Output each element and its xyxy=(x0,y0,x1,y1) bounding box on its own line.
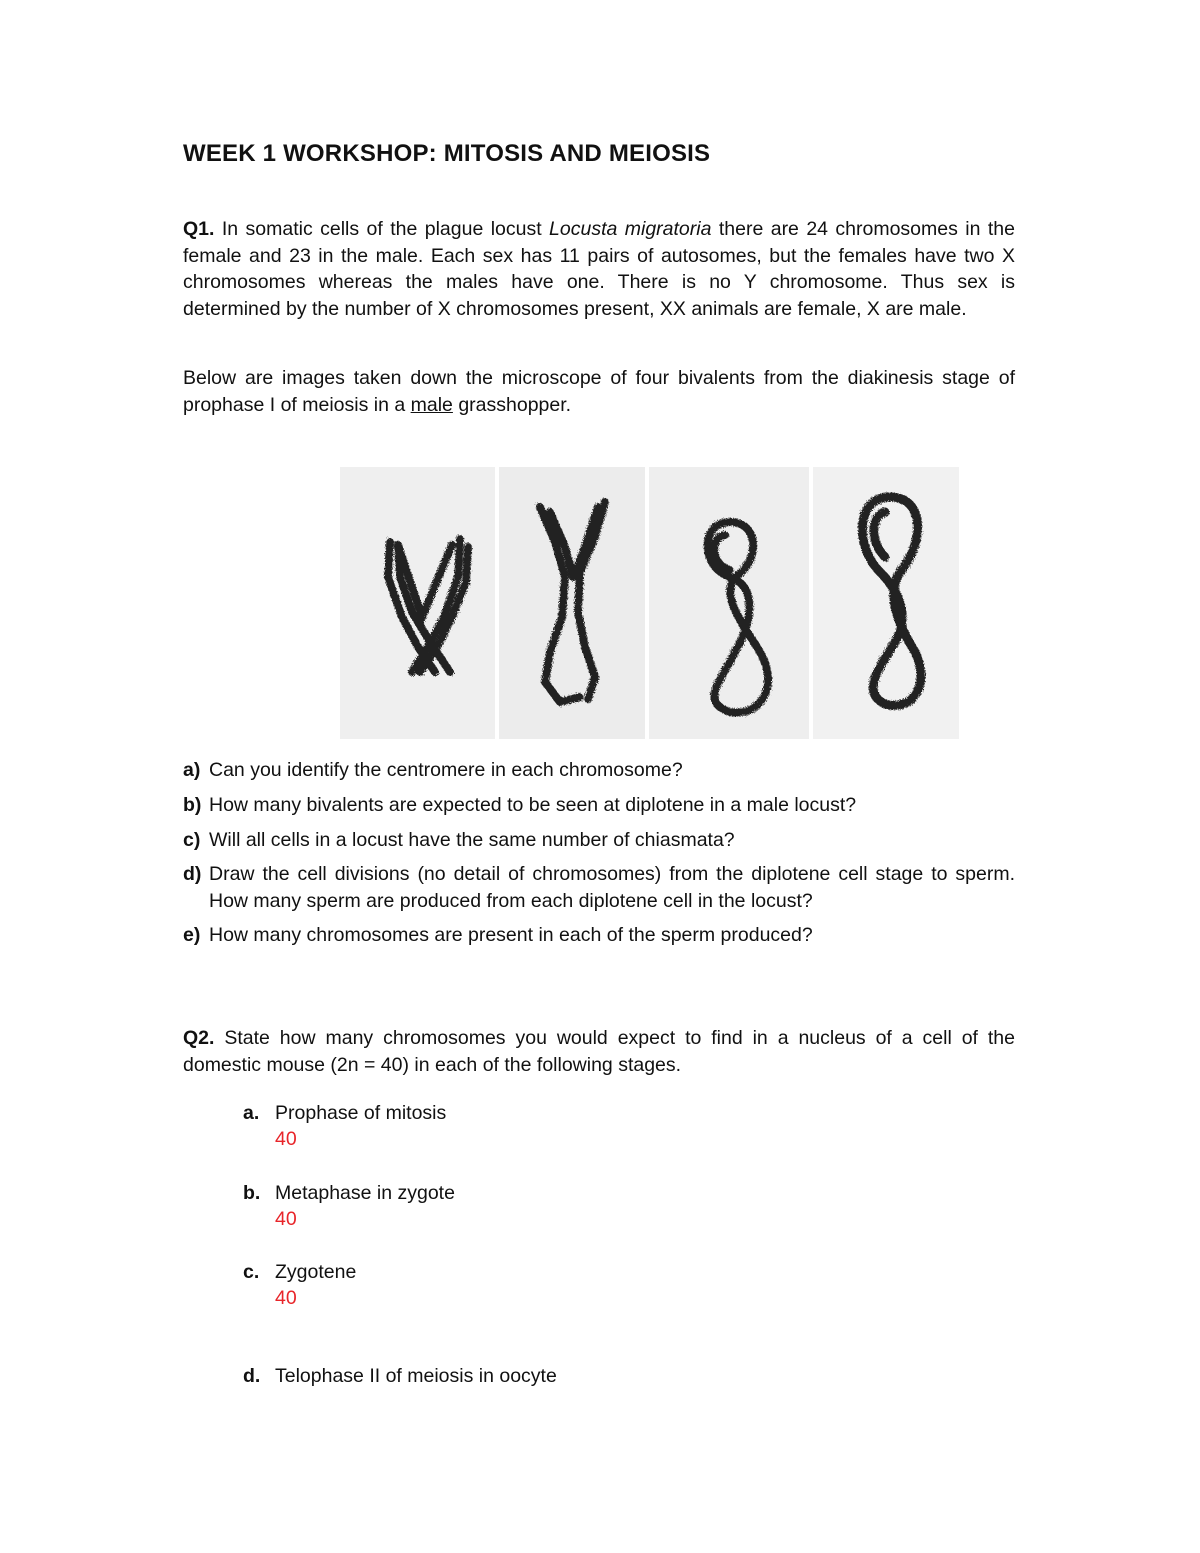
q1-question-a xyxy=(183,757,1015,784)
bivalent-micrograph xyxy=(340,467,959,739)
q1-question-d xyxy=(183,861,1015,914)
question-text: Draw the cell divisions (no detail of chromosomes) from the diplotene cell stage to sperm. How many sperm are produced from each diplotene cell in the locust? xyxy=(209,863,1015,912)
q2-label: Q2. xyxy=(183,1027,215,1049)
question-label: c) xyxy=(183,829,201,851)
item-answer: 40 xyxy=(275,1208,297,1230)
item-text: Zygotene xyxy=(275,1261,357,1283)
question-label: b) xyxy=(183,794,202,816)
q1-text-b: there are 24 chromosomes in the female and 23 in the male. Each sex has 11 pairs of autosomes, but the females have two X chromosomes whereas the males have one. There is no Y chromosome. Thus sex is determined by the number of X chromosomes present, XX animals are female, X are male. xyxy=(183,218,1015,320)
question-label: a) xyxy=(183,759,201,781)
item-text: Metaphase in zygote xyxy=(275,1182,455,1204)
question-label: d) xyxy=(183,863,202,885)
q1-question-b xyxy=(183,792,1015,819)
question-text: How many bivalents are expected to be seen at diplotene in a male locust? xyxy=(209,794,857,816)
figure-intro-text-a: Below are images taken down the microscope of four bivalents from the diakinesis stage of prophase I of meiosis in a xyxy=(183,367,1015,416)
q2-text: State how many chromosomes you would expect to find in a nucleus of a cell of the domestic mouse (2n = 40) in each of the following stages. xyxy=(183,1027,1015,1076)
item-label: b. xyxy=(243,1182,261,1204)
q1-label: Q1. xyxy=(183,218,215,240)
item-label: a. xyxy=(243,1102,260,1124)
question-text: Will all cells in a locust have the same number of chiasmata? xyxy=(209,829,735,851)
item-label: d. xyxy=(243,1365,261,1387)
q1-question-c xyxy=(183,827,1015,854)
q1-text-a: In somatic cells of the plague locust xyxy=(214,218,550,240)
page-title: WEEK 1 WORKSHOP: MITOSIS AND MEIOSIS xyxy=(183,140,711,167)
item-answer: 40 xyxy=(275,1128,297,1150)
item-answer: 40 xyxy=(275,1287,297,1309)
figure-intro-text-b: grasshopper. xyxy=(452,393,572,416)
question-text: Can you identify the centromere in each chromosome? xyxy=(209,759,683,781)
item-label: c. xyxy=(243,1261,260,1283)
q1-species: Locusta migratoria xyxy=(549,218,712,240)
item-text: Telophase II of meiosis in oocyte xyxy=(275,1365,557,1387)
q1-question-e xyxy=(183,922,1015,949)
figure-intro-underlined: male xyxy=(410,393,453,416)
question-text: How many chromosomes are present in each of the sperm produced? xyxy=(209,924,813,946)
bivalent-micrograph-svg xyxy=(340,467,959,739)
q1-paragraph xyxy=(183,216,1015,322)
item-text: Prophase of mitosis xyxy=(275,1102,447,1124)
q2-paragraph xyxy=(183,1025,1015,1078)
question-label: e) xyxy=(183,924,201,946)
figure-intro xyxy=(183,365,1015,418)
